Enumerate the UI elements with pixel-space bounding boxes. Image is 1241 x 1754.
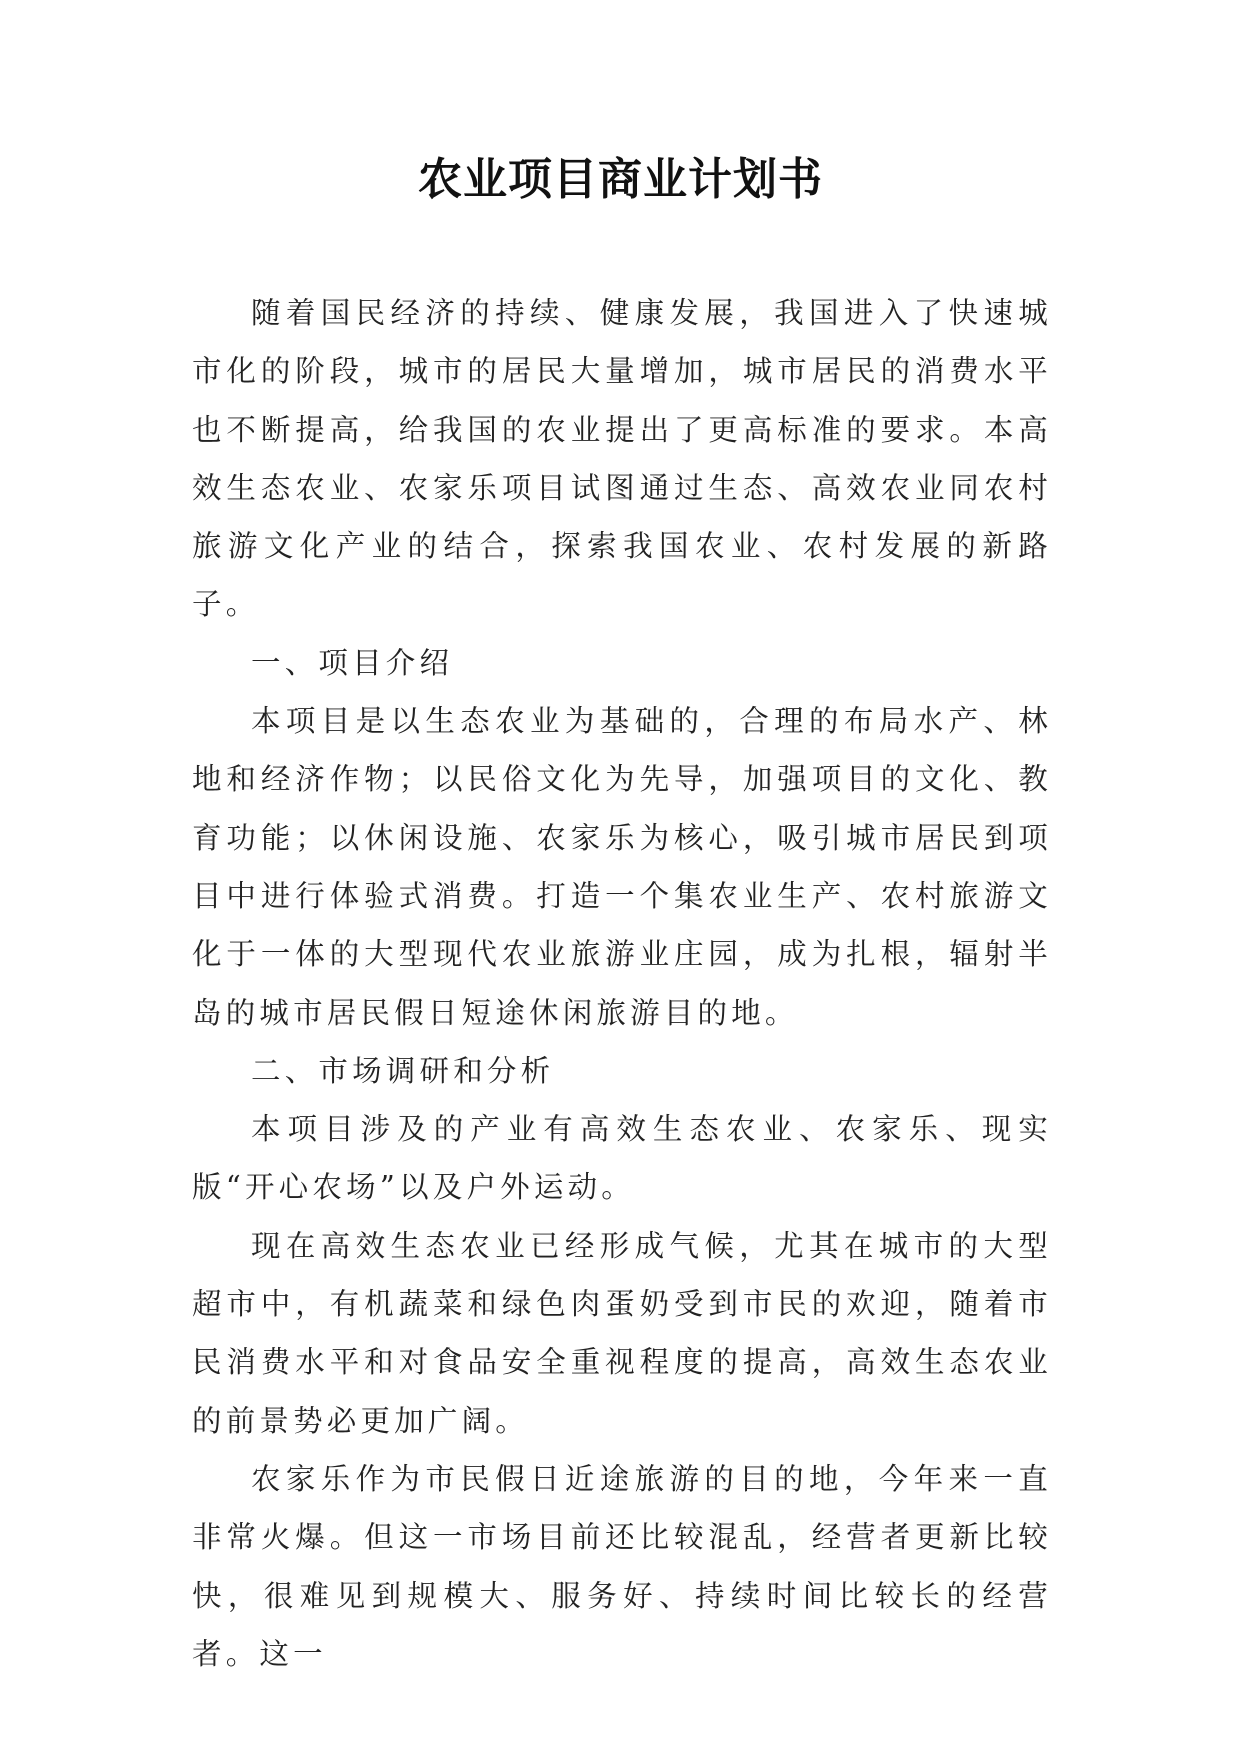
document-title: 农业项目商业计划书 [418, 154, 823, 205]
paragraph-farm-stay: 农家乐作为市民假日近途旅游的目的地，今年来一直非常火爆。但这一市场目前还比较混乱，经营者更新比较快，很难见到规模大、服务好、持续时间比较长的经营者。这一 [192, 1461, 1052, 1671]
section-heading-market-research: 二、市场调研和分析 [251, 1053, 555, 1088]
paragraph-industries: 本项目涉及的产业有高效生态农业、农家乐、现实版“开心农场”以及户外运动。 [192, 1112, 1052, 1205]
document-body [192, 284, 1052, 1683]
section-heading-project-intro: 一、项目介绍 [251, 645, 454, 680]
paragraph-intro: 随着国民经济的持续、健康发展，我国进入了快速城市化的阶段，城市的居民大量增加，城市居民的消费水平也不断提高，给我国的农业提出了更高标准的要求。本高效生态农业、农家乐项目试图通过生态、高效农业同农村旅游文化产业的结合，探索我国农业、农村发展的新路子。 [192, 296, 1052, 622]
paragraph-project-intro: 本项目是以生态农业为基础的，合理的布局水产、林地和经济作物；以民俗文化为先导，加强项目的文化、教育功能；以休闲设施、农家乐为核心，吸引城市居民到项目中进行体验式消费。打造一个集农业生产、农村旅游文化于一体的大型现代农业旅游业庄园，成为扎根，辐射半岛的城市居民假日短途休闲旅游目的地。 [192, 704, 1052, 1030]
paragraph-eco-agriculture: 现在高效生态农业已经形成气候，尤其在城市的大型超市中，有机蔬菜和绿色肉蛋奶受到市民的欢迎，随着市民消费水平和对食品安全重视程度的提高，高效生态农业的前景势必更加广阔。 [192, 1228, 1052, 1438]
